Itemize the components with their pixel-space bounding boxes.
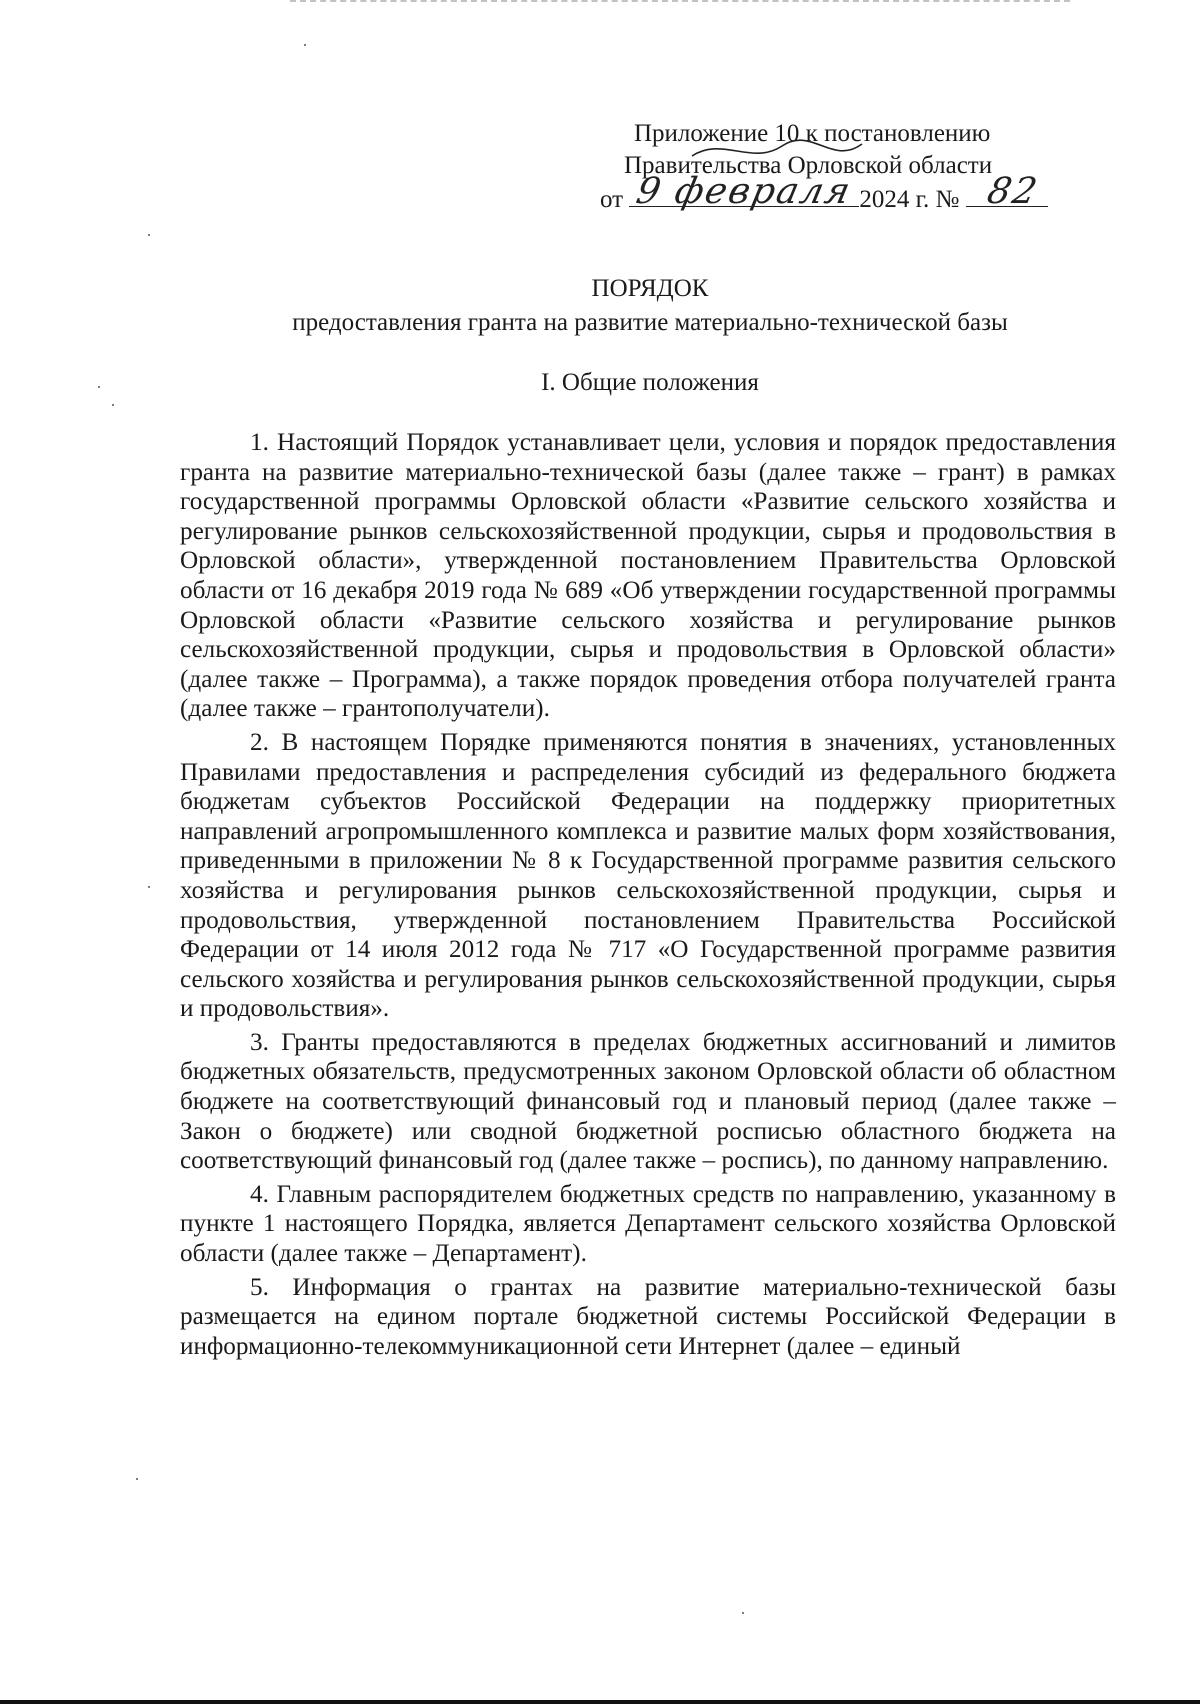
document-body [180, 428, 1116, 1365]
signature-stroke-icon [682, 116, 1200, 176]
section-heading: I. Общие положения [541, 369, 759, 396]
scan-speck [98, 386, 100, 388]
paragraph-4: 4. Главным распорядителем бюджетных средств по направлению, указанному в пункте 1 настоящего Порядка, является Департамент сельского хозяйства Орловской области (далее также – Департамент). [180, 1180, 1116, 1268]
handwritten-number: 82 [983, 171, 1042, 212]
handwritten-date: 9 февраля [633, 171, 856, 212]
document-subtitle: предоставления гранта на развитие материально-технической базы [292, 309, 1008, 336]
paragraph-2: 2. В настоящем Порядке применяются понятия в значениях, установленных Правилами предоставления и распределения субсидий из федерального бюджета бюджетам субъектов Российской Федерации на поддержку приоритетных направлений агропромышленного комплекса и развитие малых форм хозяйствования, приведенными в приложении № 8 к Государственной программе развития сельского хозяйства и регулирования рынков сельскохозяйственной продукции, сырья и продовольствия, утвержденной постановлением Правительства Российской Федерации от 14 июля 2012 года № 717 «О Государственной программе развития сельского хозяйства и регулирования рынков сельскохозяйственной продукции, сырья и продовольствия». [180, 728, 1116, 1023]
from-label: от [600, 186, 624, 213]
paragraph-3: 3. Гранты предоставляются в пределах бюджетных ассигнований и лимитов бюджетных обязательств, предусмотренных законом Орловской области об областном бюджете на соответствующий финансовый год и плановый период (далее также – Закон о бюджете) или сводной бюджетной росписью областного бюджета на соответствующий финансовый год (далее также – роспись), по данному направлению. [180, 1028, 1116, 1175]
scan-speck [148, 886, 150, 888]
scan-speck [136, 1478, 138, 1480]
scan-speck [304, 44, 306, 46]
paragraph-5: 5. Информация о грантах на развитие материально-технической базы размещается на едином портале бюджетной системы Российской Федерации в информационно-телекоммуникационной сети Интернет (далее – единый [180, 1273, 1116, 1360]
scan-speck [112, 404, 114, 406]
scan-speck [148, 234, 150, 236]
year-number-label: 2024 г. № [859, 186, 960, 213]
document-title: ПОРЯДОК [591, 275, 709, 302]
header-line-appendix: Приложение 10 к постановлению [634, 120, 991, 147]
scan-bottom-edge [0, 1700, 1200, 1704]
paragraph-1: 1. Настоящий Порядок устанавливает цели, условия и порядок предоставления гранта на развитие материально-технической базы (далее также – грант) в рамках государственной программы Орловской области «Развитие сельского хозяйства и регулирование рынков сельскохозяйственной продукции, сырья и продовольствия в Орловской области», утвержденной постановлением Правительства Орловской области от 16 декабря 2019 года № 689 «Об утверждении государственной программы Орловской области «Развитие сельского хозяйства и регулирование рынков сельскохозяйственной продукции, сырья и продовольствия в Орловской области» (далее также – Программа), а также порядок проведения отбора получателей гранта (далее также – грантополучатели). [180, 429, 1116, 723]
scan-top-edge [290, 0, 1070, 2]
approval-header [560, 118, 1080, 216]
scan-speck [742, 1612, 744, 1614]
number-blank [966, 171, 1048, 212]
header-line-government: Правительства Орловской области [624, 152, 993, 179]
header-line-date-number [560, 171, 1080, 216]
date-blank [629, 171, 859, 212]
